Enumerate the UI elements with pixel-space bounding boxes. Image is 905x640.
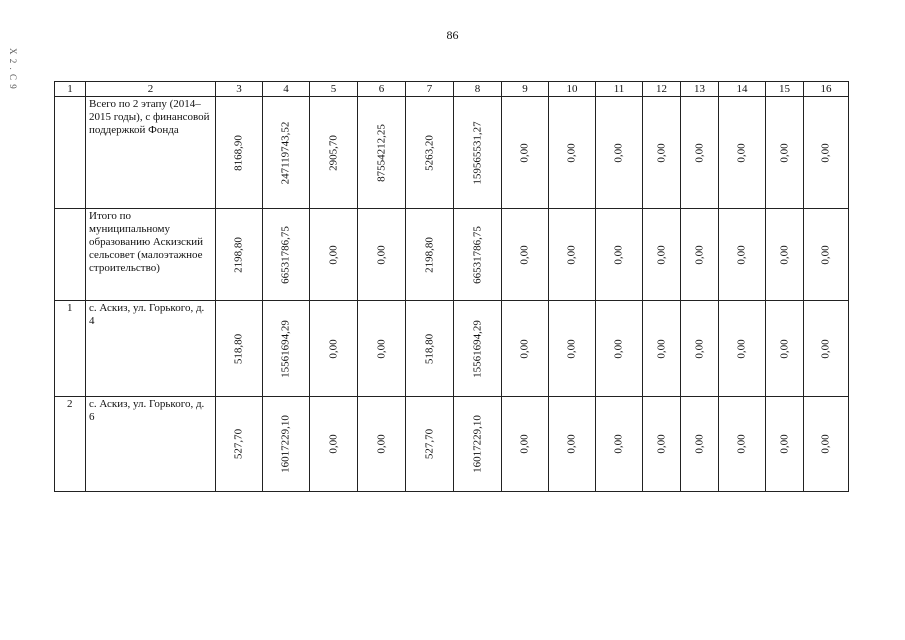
value-cell <box>310 97 358 209</box>
value-cell <box>406 209 454 301</box>
value-cell <box>596 209 643 301</box>
row-label: Итого по муниципальному образованию Аскизский сельсовет (малоэтажное строительство) <box>86 209 216 301</box>
value-cell <box>766 97 804 209</box>
cell-value: 518,80 <box>232 333 245 364</box>
value-cell <box>263 97 310 209</box>
cell-value: 0,00 <box>655 434 667 454</box>
page-number: 86 <box>446 28 459 42</box>
cell-value: 0,00 <box>518 434 531 454</box>
value-cell <box>681 209 719 301</box>
value-cell <box>549 301 596 397</box>
cell-value: 8168,90 <box>232 134 245 171</box>
value-cell <box>804 209 849 301</box>
value-cell <box>549 97 596 209</box>
row-index <box>55 97 86 209</box>
value-cell <box>804 397 849 492</box>
cell-value: 0,00 <box>778 434 790 454</box>
column-header: 2 <box>86 82 216 97</box>
cell-value: 15561694,29 <box>279 319 292 378</box>
value-cell <box>358 97 406 209</box>
table-row <box>55 209 849 301</box>
value-cell <box>681 97 719 209</box>
value-cell <box>766 301 804 397</box>
cell-value: 0,00 <box>327 434 339 454</box>
value-cell <box>681 397 719 492</box>
cell-value: 2905,70 <box>327 134 339 171</box>
value-cell <box>263 209 310 301</box>
value-cell <box>596 301 643 397</box>
value-cell <box>216 397 263 492</box>
cell-value: 0,00 <box>693 338 705 359</box>
cell-value: 0,00 <box>327 338 339 359</box>
value-cell <box>643 301 681 397</box>
cell-value: 247119743,52 <box>279 121 292 184</box>
cell-value: 0,00 <box>612 338 625 359</box>
value-cell <box>310 301 358 397</box>
column-header: 9 <box>502 82 549 97</box>
row-label: Всего по 2 этапу (2014–2015 годы), с финансовой поддержкой Фонда <box>86 97 216 209</box>
value-cell <box>406 97 454 209</box>
value-cell <box>502 397 549 492</box>
value-cell <box>406 397 454 492</box>
cell-value: 0,00 <box>819 244 832 265</box>
value-cell <box>643 209 681 301</box>
cell-value: 0,00 <box>735 434 748 454</box>
value-cell <box>454 209 502 301</box>
cell-value: 527,70 <box>423 428 435 460</box>
column-header: 11 <box>596 82 643 97</box>
cell-value: 0,00 <box>735 338 748 359</box>
value-cell <box>549 397 596 492</box>
column-header: 7 <box>406 82 454 97</box>
column-header: 13 <box>681 82 719 97</box>
cell-value: 0,00 <box>518 338 531 359</box>
value-cell <box>596 397 643 492</box>
row-index: 1 <box>55 301 86 397</box>
value-cell <box>263 397 310 492</box>
value-cell <box>766 397 804 492</box>
column-header: 16 <box>804 82 849 97</box>
column-header: 14 <box>719 82 766 97</box>
cell-value: 2198,80 <box>232 236 245 273</box>
cell-value: 0,00 <box>375 244 387 265</box>
cell-value: 0,00 <box>778 338 790 359</box>
row-index: 2 <box>55 397 86 492</box>
column-header: 4 <box>263 82 310 97</box>
cell-value: 0,00 <box>565 244 578 265</box>
row-label: с. Аскиз, ул. Горького, д. 6 <box>86 397 216 492</box>
cell-value: 0,00 <box>612 244 625 265</box>
value-cell <box>719 209 766 301</box>
cell-value: 15561694,29 <box>471 319 483 378</box>
cell-value: 2198,80 <box>423 236 435 273</box>
value-cell <box>643 397 681 492</box>
cell-value: 0,00 <box>565 142 578 163</box>
cell-value: 0,00 <box>612 434 625 454</box>
value-cell <box>358 209 406 301</box>
table-row <box>55 97 849 209</box>
cell-value: 0,00 <box>612 142 625 163</box>
cell-value: 0,00 <box>655 338 667 359</box>
value-cell <box>454 97 502 209</box>
column-header: 1 <box>55 82 86 97</box>
cell-value: 16017229,10 <box>279 415 292 473</box>
cell-value: 0,00 <box>565 434 578 454</box>
table-row <box>55 301 849 397</box>
cell-value: 66531786,75 <box>471 225 483 284</box>
cell-value: 527,70 <box>232 428 245 460</box>
cell-value: 0,00 <box>778 244 790 265</box>
column-header: 10 <box>549 82 596 97</box>
cell-value: 0,00 <box>819 142 832 163</box>
margin-mark: Х 2 . С 9 <box>8 48 18 90</box>
cell-value: 0,00 <box>327 244 339 265</box>
value-cell <box>310 397 358 492</box>
column-header: 6 <box>358 82 406 97</box>
column-header: 5 <box>310 82 358 97</box>
value-cell <box>596 97 643 209</box>
cell-value: 0,00 <box>655 142 667 163</box>
value-cell <box>719 301 766 397</box>
value-cell <box>719 97 766 209</box>
cell-value: 0,00 <box>518 142 531 163</box>
value-cell <box>502 301 549 397</box>
cell-value: 0,00 <box>778 142 790 163</box>
table-row <box>55 397 849 492</box>
column-header: 3 <box>216 82 263 97</box>
cell-value: 518,80 <box>423 333 435 364</box>
value-cell <box>502 209 549 301</box>
value-cell <box>804 301 849 397</box>
cell-value: 0,00 <box>655 244 667 265</box>
cell-value: 0,00 <box>518 244 531 265</box>
value-cell <box>719 397 766 492</box>
cell-value: 0,00 <box>375 338 387 359</box>
value-cell <box>454 397 502 492</box>
value-cell <box>454 301 502 397</box>
value-cell <box>643 97 681 209</box>
data-table <box>54 81 849 492</box>
value-cell <box>358 301 406 397</box>
value-cell <box>502 97 549 209</box>
cell-value: 159565531,27 <box>471 120 483 185</box>
cell-value: 0,00 <box>819 434 832 454</box>
row-index <box>55 209 86 301</box>
value-cell <box>216 209 263 301</box>
value-cell <box>549 209 596 301</box>
column-header: 15 <box>766 82 804 97</box>
value-cell <box>358 397 406 492</box>
value-cell <box>310 209 358 301</box>
column-header: 12 <box>643 82 681 97</box>
table-body <box>55 82 849 492</box>
value-cell <box>216 97 263 209</box>
value-cell <box>406 301 454 397</box>
cell-value: 0,00 <box>693 244 705 265</box>
header-row <box>55 82 849 97</box>
value-cell <box>216 301 263 397</box>
cell-value: 0,00 <box>735 244 748 265</box>
cell-value: 66531786,75 <box>279 225 292 284</box>
cell-value: 0,00 <box>819 338 832 359</box>
cell-value: 0,00 <box>693 434 705 454</box>
cell-value: 0,00 <box>375 434 387 454</box>
value-cell <box>681 301 719 397</box>
column-header: 8 <box>454 82 502 97</box>
cell-value: 16017229,10 <box>471 415 483 473</box>
cell-value: 0,00 <box>693 142 705 163</box>
row-label: с. Аскиз, ул. Горького, д. 4 <box>86 301 216 397</box>
cell-value: 5263,20 <box>423 134 435 171</box>
value-cell <box>263 301 310 397</box>
cell-value: 87554212,25 <box>375 123 387 182</box>
value-cell <box>804 97 849 209</box>
cell-value: 0,00 <box>565 338 578 359</box>
value-cell <box>766 209 804 301</box>
cell-value: 0,00 <box>735 142 748 163</box>
